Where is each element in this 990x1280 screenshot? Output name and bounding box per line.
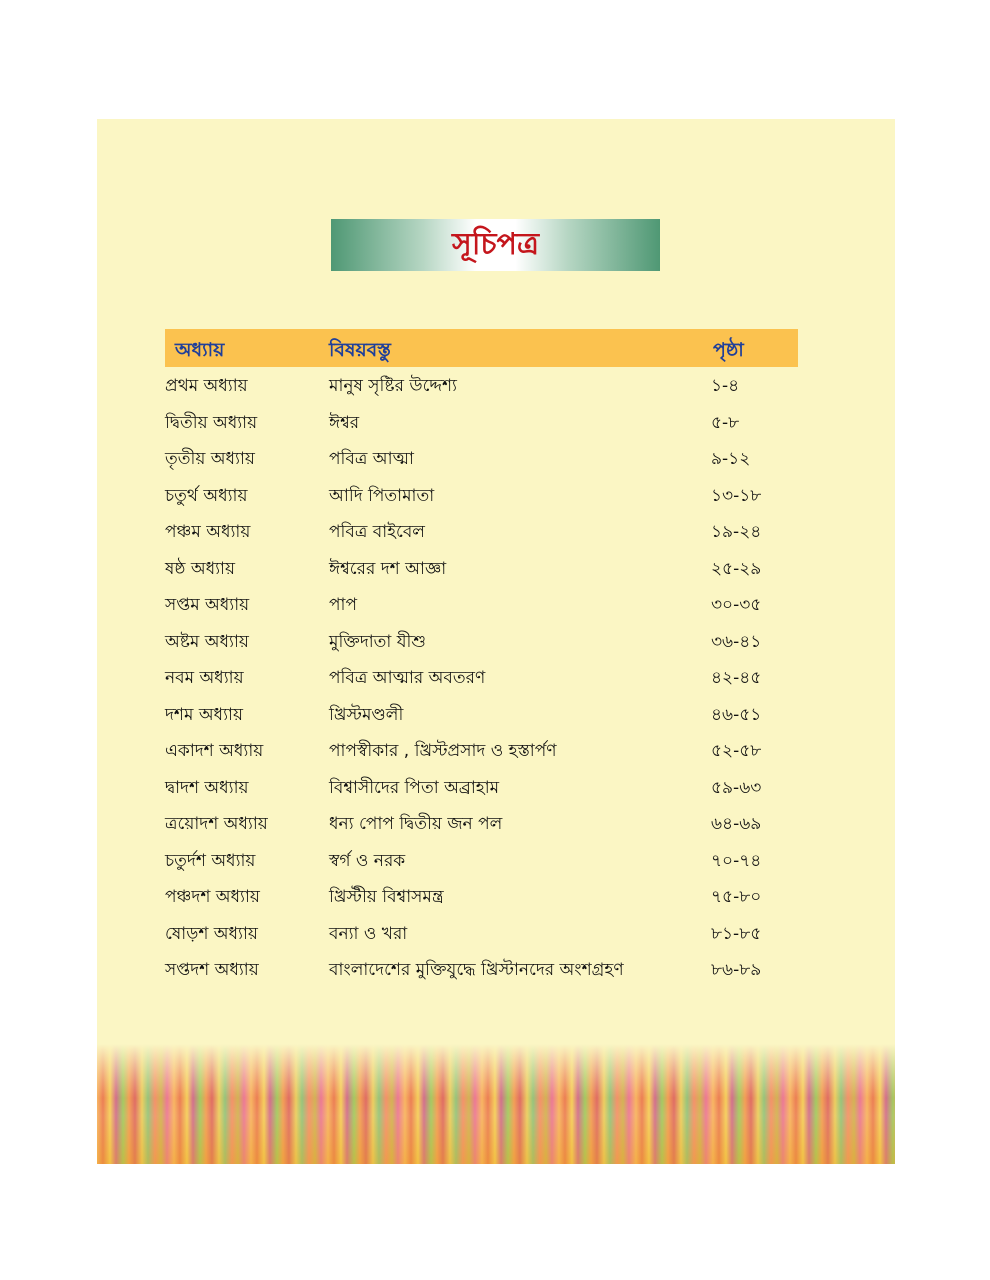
row-chapter: চতুর্থ অধ্যায়: [165, 485, 248, 506]
row-page-range: ৭৫-৮০: [711, 887, 762, 907]
row-page-range: ৫-৮: [711, 412, 740, 433]
toc-row: [165, 769, 805, 806]
row-chapter: ষোড়শ অধ্যায়: [165, 923, 258, 944]
row-page-range: ৪৬-৫১: [711, 704, 762, 725]
header-chapter: অধ্যায়: [175, 339, 225, 361]
toc-row: [165, 878, 805, 915]
row-page-range: ১৯-২৪: [711, 522, 762, 542]
row-chapter: নবম অধ্যায়: [165, 668, 244, 688]
row-topic: পাপ: [329, 595, 358, 615]
title-banner: [331, 219, 660, 271]
row-topic: পাপস্বীকার , খ্রিস্টপ্রসাদ ও হস্তার্পণ: [329, 741, 557, 761]
row-topic: মানুষ সৃষ্টির উদ্দেশ্য: [329, 376, 457, 396]
row-topic: পবিত্র বাইবেল: [329, 522, 425, 542]
toc-row: [165, 623, 805, 660]
row-topic: আদি পিতামাতা: [329, 485, 435, 506]
row-topic: বিশ্বাসীদের পিতা অব্রাহাম: [329, 777, 500, 798]
row-topic: মুক্তিদাতা যীশু: [329, 631, 427, 652]
row-page-range: ৫৯-৬৩: [711, 777, 762, 798]
row-topic: খ্রিস্টমণ্ডলী: [329, 704, 404, 725]
toc-row: [165, 367, 805, 404]
toc-row: [165, 805, 805, 842]
header-page: পৃষ্ঠা: [713, 339, 744, 361]
header-topic: বিষয়বস্তু: [329, 339, 391, 361]
decorative-streak-fade: [97, 1044, 895, 1164]
row-topic: খ্রিস্টীয় বিশ্বাসমন্ত্র: [329, 887, 444, 907]
row-chapter: একাদশ অধ্যায়: [165, 741, 264, 761]
page-title: সূচিপত্র: [452, 226, 539, 262]
row-page-range: ৬৪-৬৯: [711, 814, 762, 834]
row-page-range: ৯-১২: [711, 449, 751, 469]
toc-row: [165, 404, 805, 441]
row-topic: বাংলাদেশের মুক্তিযুদ্ধে খ্রিস্টানদের অংশগ্রহণ: [329, 960, 624, 980]
toc-row: [165, 732, 805, 769]
row-page-range: ৫২-৫৮: [711, 741, 762, 761]
row-page-range: ১৩-১৮: [711, 485, 762, 506]
row-topic: ঈশ্বর: [329, 412, 360, 433]
row-chapter: ত্রয়োদশ অধ্যায়: [165, 814, 268, 834]
row-chapter: চতুর্দশ অধ্যায়: [165, 850, 256, 871]
row-topic: ঈশ্বরের দশ আজ্ঞা: [329, 558, 447, 579]
toc-rows: [165, 367, 805, 988]
toc-row: [165, 659, 805, 696]
row-page-range: ৮৬-৮৯: [711, 960, 762, 980]
toc-row: [165, 696, 805, 733]
row-chapter: ষষ্ঠ অধ্যায়: [165, 558, 235, 579]
row-chapter: দ্বাদশ অধ্যায়: [165, 777, 249, 798]
row-chapter: অষ্টম অধ্যায়: [165, 631, 249, 652]
row-topic: ধন্য পোপ দ্বিতীয় জন পল: [329, 814, 503, 834]
row-chapter: সপ্তম অধ্যায়: [165, 595, 250, 615]
row-chapter: সপ্তদশ অধ্যায়: [165, 960, 259, 980]
toc-header-row: [165, 329, 798, 367]
row-page-range: ৩০-৩৫: [711, 595, 762, 615]
document-page: [97, 119, 895, 1164]
row-chapter: তৃতীয় অধ্যায়: [165, 449, 255, 469]
toc-row: [165, 550, 805, 587]
row-page-range: ৭০-৭৪: [711, 850, 762, 871]
row-chapter: পঞ্চম অধ্যায়: [165, 522, 251, 542]
row-page-range: ৪২-৪৫: [711, 668, 762, 688]
row-page-range: ১-৪: [711, 376, 740, 396]
toc-row: [165, 586, 805, 623]
toc-row: [165, 842, 805, 879]
row-chapter: পঞ্চদশ অধ্যায়: [165, 887, 260, 907]
row-chapter: দশম অধ্যায়: [165, 704, 243, 725]
row-topic: বন্যা ও খরা: [329, 923, 408, 944]
row-chapter: প্রথম অধ্যায়: [165, 376, 248, 396]
toc-row: [165, 440, 805, 477]
row-topic: পবিত্র আত্মার অবতরণ: [329, 668, 486, 688]
row-page-range: ৮১-৮৫: [711, 923, 762, 944]
row-page-range: ৩৬-৪১: [711, 631, 762, 652]
row-chapter: দ্বিতীয় অধ্যায়: [165, 412, 258, 433]
toc-row: [165, 477, 805, 514]
row-topic: পবিত্র আত্মা: [329, 449, 414, 469]
toc-row: [165, 915, 805, 952]
row-topic: স্বর্গ ও নরক: [329, 850, 406, 871]
toc-row: [165, 951, 805, 988]
row-page-range: ২৫-২৯: [711, 558, 762, 579]
toc-row: [165, 513, 805, 550]
